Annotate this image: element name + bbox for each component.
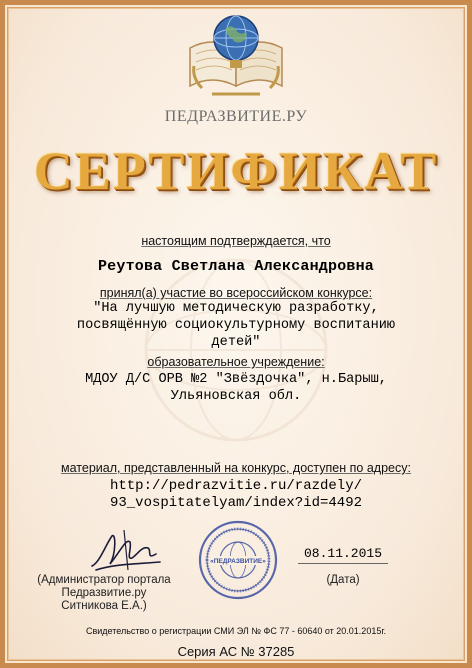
site-name: ПЕДРАЗВИТИЕ.РУ [164, 108, 308, 125]
institution-line: Ульяновская обл. [170, 389, 302, 404]
signature-icon [86, 524, 164, 576]
admin-line: Ситникова Е.А.) [61, 600, 147, 612]
date-value: 08.11.2015 [298, 546, 388, 564]
series-number: Серия АС № 37285 [177, 644, 295, 659]
admin-signature-caption [34, 574, 174, 613]
competition-line: "На лучшую методическую разработку, [93, 301, 379, 316]
competition-title [0, 300, 472, 351]
certificate-title: СЕРТИФИКАТ [33, 141, 439, 201]
book-globe-logo-icon [182, 8, 290, 100]
seal-center-text: «ПЕДРАЗВИТИЕ» [210, 558, 266, 565]
competition-line: детей" [211, 335, 261, 350]
stamp-seal-icon [198, 520, 278, 600]
url-line: http://pedrazvitie.ru/razdely/ [109, 478, 363, 494]
material-url [0, 478, 472, 512]
recipient-name: Реутова Светлана Александровна [97, 258, 375, 275]
admin-line: Педразвитие.ру [61, 587, 147, 599]
participation-label: принял(а) участие во всероссийском конкурсе: [99, 286, 373, 300]
institution-label: образовательное учреждение: [147, 355, 325, 369]
material-label: материал, представленный на конкурс, доступен по адресу: [61, 461, 411, 475]
competition-line: посвящённую социокультурному воспитанию [76, 318, 396, 333]
registration-notice: Свидетельство о регистрации СМИ ЭЛ № ФС 77 - 60640 от 20.01.2015г. [85, 626, 387, 636]
confirm-label: настоящим подтверждается, что [141, 234, 331, 248]
date-caption: (Дата) [326, 574, 360, 586]
url-line: 93_vospitatelyam/index?id=4492 [109, 495, 363, 511]
institution-name [0, 371, 472, 405]
institution-line: МДОУ Д/С ОРВ №2 "Звёздочка", н.Барыш, [85, 372, 387, 387]
admin-line: (Администратор портала [37, 574, 171, 586]
